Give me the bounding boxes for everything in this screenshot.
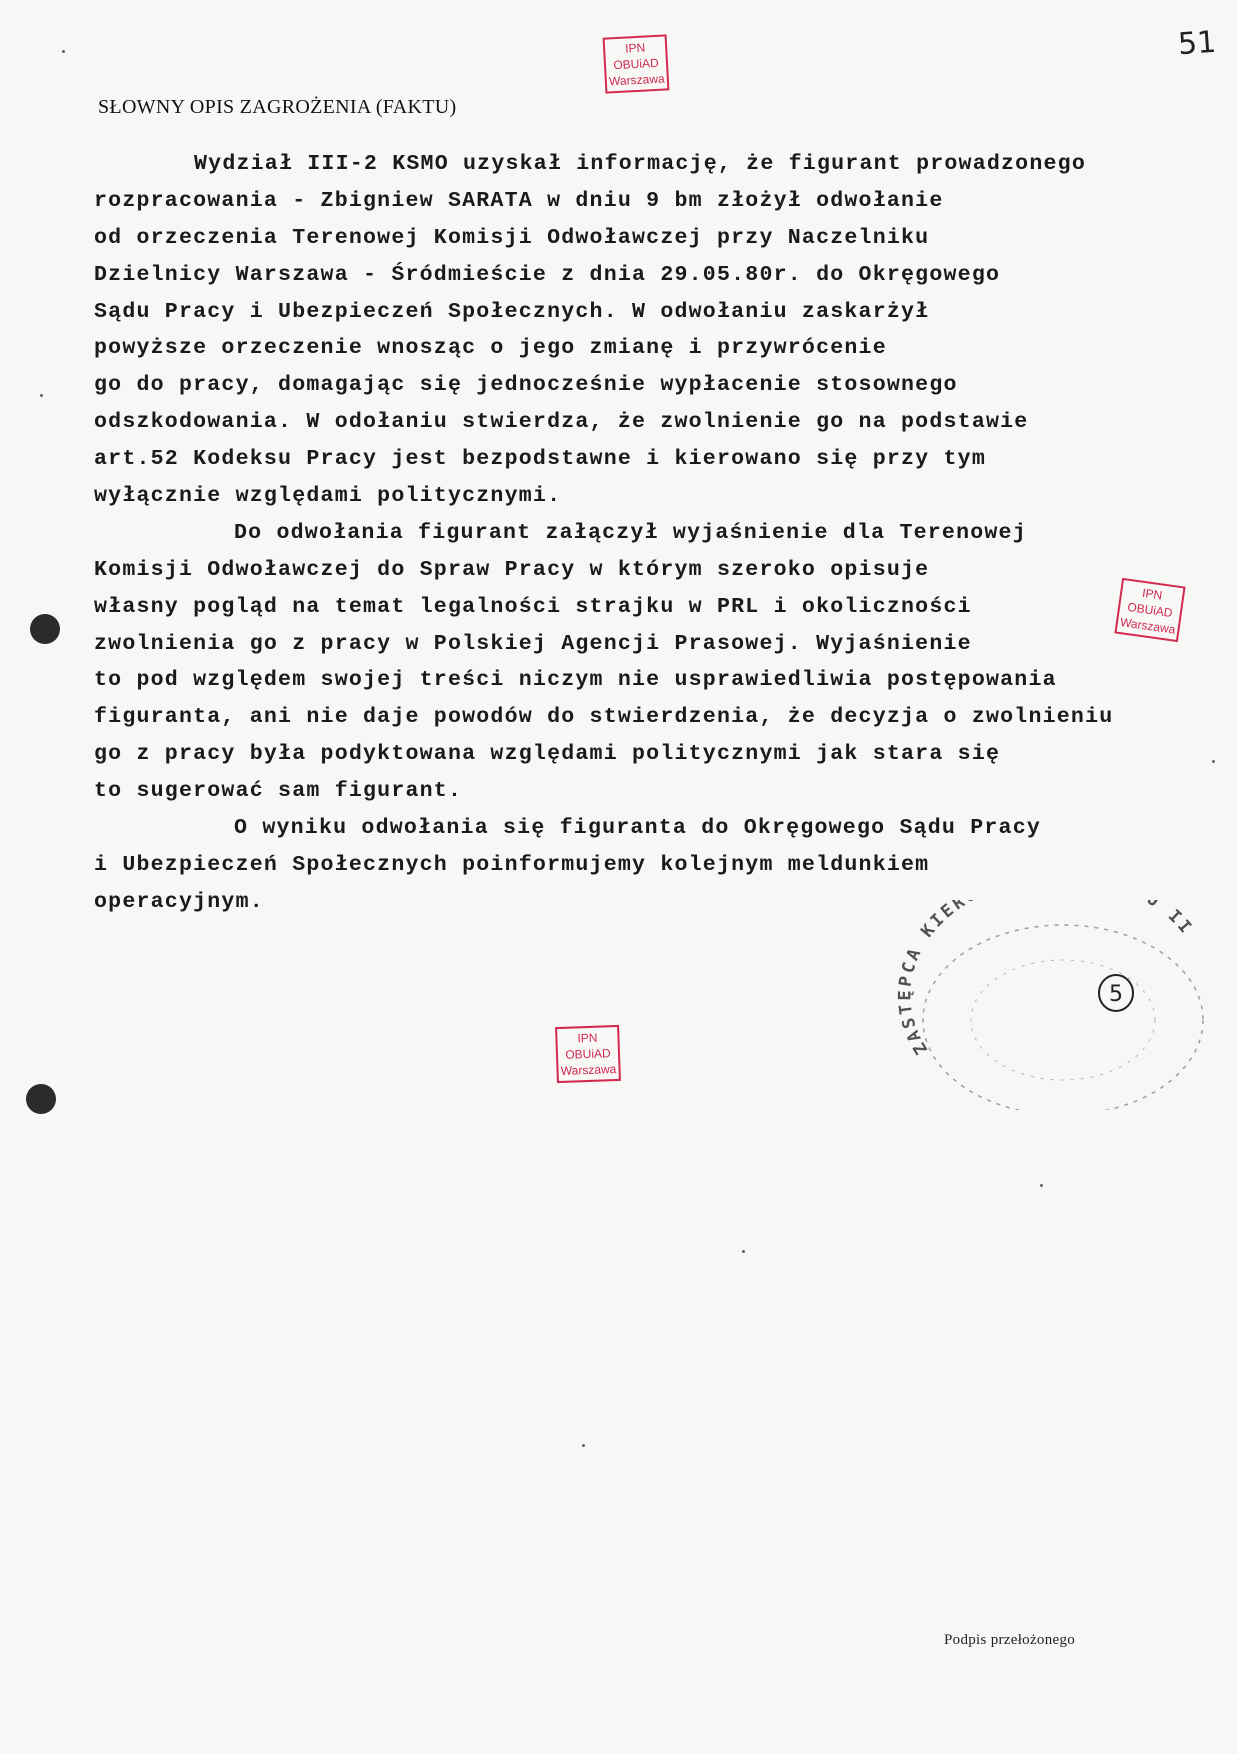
stamp-line: IPN (624, 40, 646, 56)
handwritten-circle-mark (1096, 972, 1136, 1014)
body-line: Wydział III-2 KSMO uzyskał informację, że figurant prowadzonego (194, 152, 1086, 176)
body-line: to pod względem swojej treści niczym nie usprawiedliwia postępowania (94, 668, 1057, 693)
report-body (94, 146, 1184, 921)
body-line: zwolnienia go z pracy w Polskiej Agencji Prasowej. Wyjaśnienie (94, 631, 972, 656)
body-line: Dzielnicy Warszawa - Śródmieście z dnia 29.05.80r. do Okręgowego (94, 262, 1001, 287)
scan-speck (1212, 760, 1215, 763)
body-line: O wyniku odwołania się figuranta do Okręgowego Sądu Pracy (234, 816, 1042, 841)
body-line: od orzeczenia Terenowej Komisji Odwoławczej przy Naczelniku (94, 225, 930, 250)
scan-speck (1040, 1184, 1043, 1187)
svg-text:ZASTĘPCA KIEROWNIKA WYDZIAŁU I (888, 900, 1197, 1058)
body-line: wyłącznie względami politycznymi. (94, 484, 562, 509)
stamp-line: Warszawa (560, 1062, 617, 1078)
form-heading: SŁOWNY OPIS ZAGROŻENIA (FAKTU) (98, 96, 457, 118)
stamp-line: Warszawa (1119, 615, 1177, 637)
department-round-stamp (888, 900, 1208, 1110)
body-line: go z pracy była podyktowana względami politycznymi jak stara się (94, 742, 1001, 767)
scan-speck (742, 1250, 745, 1253)
ipn-stamp-top (603, 34, 670, 93)
binder-hole-bottom (26, 1084, 56, 1114)
body-line: Komisji Odwoławczej do Spraw Pracy w którym szeroko opisuje (94, 557, 930, 582)
ipn-stamp-right (1114, 578, 1185, 642)
page-number: 51 (1176, 24, 1218, 63)
body-line: go do pracy, domagając się jednocześnie wypłacenie stosownego (94, 373, 958, 398)
round-stamp-graphic (888, 900, 1208, 1110)
body-line: powyższe orzeczenie wnosząc o jego zmianę i przywrócenie (94, 336, 887, 361)
body-line: Do odwołania figurant załączył wyjaśnienie dla Terenowej (234, 520, 1027, 545)
scan-speck (582, 1444, 585, 1447)
stamp-line: OBUiAD (565, 1046, 611, 1062)
ipn-stamp-middle (555, 1025, 621, 1083)
scan-speck (40, 394, 43, 397)
stamp-line: OBUiAD (612, 55, 660, 73)
round-stamp-text: ZASTĘPCA KIER U II (895, 900, 1197, 1058)
scan-speck (62, 50, 65, 53)
supervisor-signature-label: Podpis przełożonego (944, 1632, 1076, 1648)
body-line: i Ubezpieczeń Społecznych poinformujemy kolejnym meldunkiem (94, 852, 930, 877)
handwritten-number: 5 (1109, 982, 1123, 1007)
body-line: to sugerować sam figurant. (94, 779, 463, 804)
binder-hole-top (30, 614, 60, 644)
stamp-line: Warszawa (608, 71, 665, 89)
body-line: odszkodowania. W odołaniu stwierdza, że zwolnienie go na podstawie (94, 410, 1029, 435)
stamp-line: IPN (1141, 585, 1164, 603)
body-line: rozpracowania - Zbigniew SARATA w dniu 9 bm złożył odwołanie (94, 188, 944, 213)
stamp-line: IPN (577, 1030, 598, 1046)
body-line: figuranta, ani nie daje powodów do stwierdzenia, że decyzja o zwolnieniu (94, 705, 1114, 730)
body-line: art.52 Kodeksu Pracy jest bezpodstawne i kierowano się przy tym (94, 447, 986, 472)
stamp-line: OBUiAD (1126, 599, 1174, 621)
body-line: własny pogląd na temat legalności strajku w PRL i okoliczności (94, 594, 972, 619)
body-line: operacyjnym. (94, 889, 264, 914)
body-line: Sądu Pracy i Ubezpieczeń Społecznych. W odwołaniu zaskarżył (94, 299, 930, 324)
